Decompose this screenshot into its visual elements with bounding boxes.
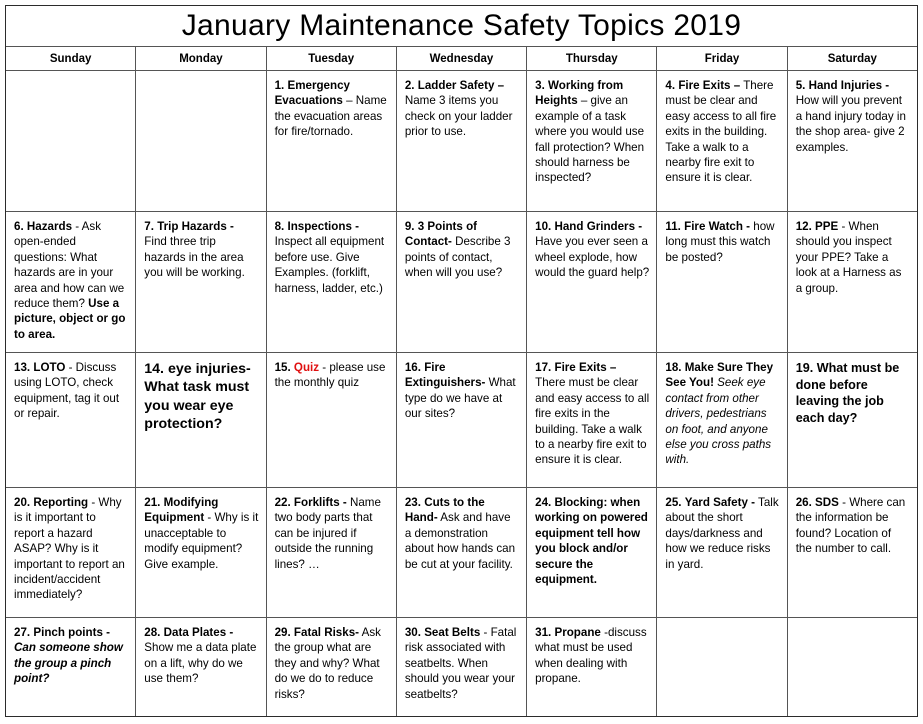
day-number: 9. [404,220,415,233]
day-topic-body: - please use the monthly quiz [274,361,386,390]
day-number: 22. [274,496,291,509]
day-topic-title: Ladder Safety – [417,79,505,92]
day-number: 17. [535,361,552,374]
day-topic-title: Hand Grinders - [554,220,643,233]
day-topic-title: Trip Hazards - [157,220,234,233]
calendar-weeks [6,71,917,716]
weekday-header-row [6,47,917,71]
week-row [6,353,917,488]
day-number: 12. [795,220,812,233]
day-number: 15. [274,361,291,374]
day-topic-body: Name two body parts that can be injured if outside the running lines? … [274,496,381,571]
weekday-header-thursday: Thursday [527,47,657,70]
day-topic-title: Forklifts - [293,496,347,509]
day-cell[interactable] [6,618,136,716]
day-number: 24. [535,496,552,509]
day-cell[interactable] [136,488,266,617]
day-number: 14. [144,361,165,377]
week-row [6,618,917,716]
day-topic-body: How will you prevent a hand injury today in the shop area- give 2 examples. [795,94,906,154]
day-topic-title: Pinch points - [33,626,111,639]
day-number: 5. [795,79,806,92]
day-cell[interactable] [788,71,917,211]
calendar [5,5,918,717]
day-number: 18. [665,361,682,374]
day-topic-title: Fire Exits – [554,361,617,374]
day-topic-body: how long must this watch be posted? [665,220,775,264]
day-topic-body: There must be clear and easy access to all fire exits in the building. Take a walk to a nearby fire exit to ensure it is clear. [535,376,650,467]
day-topic-title: Hazards [26,220,73,233]
day-cell[interactable] [527,212,657,352]
day-topic-body: - Discuss using LOTO, check equipment, tag it out or repair. [14,361,120,421]
day-cell[interactable] [527,71,657,211]
day-topic-title: Emergency Evacuations [274,79,350,108]
day-topic-title: Modifying Equipment [144,496,219,525]
weekday-header-saturday: Saturday [827,52,877,65]
day-cell[interactable] [136,618,266,716]
day-topic-body: Find three trip hazards in the area you will be working. [144,235,245,280]
page-title: January Maintenance Safety Topics 2019 [181,9,742,42]
day-number: 31. [535,626,552,639]
day-number: 10. [535,220,552,233]
day-cell[interactable] [397,212,527,352]
day-number: 30. [404,626,421,639]
day-topic-title: Reporting [33,496,89,509]
day-topic-title: 3 Points of Contact- [404,220,478,249]
day-number: 11. [665,220,681,233]
day-topic-body: -discuss what must be used when dealing with propane. [535,626,647,686]
day-topic-body: Ask and have a demonstration about how hands can be cut at your facility. [404,511,516,571]
day-topic-title: SDS [815,496,839,509]
day-topic-title: Working from Heights [535,79,624,108]
day-number: 29. [274,626,291,639]
day-topic-body: Show me a data plate on a lift, why do we use them? [144,641,257,686]
week-row [6,212,917,353]
day-cell[interactable] [267,618,397,716]
day-topic-title: PPE [815,220,839,233]
day-cell[interactable] [6,212,136,352]
day-number: 27. [14,626,31,639]
day-cell[interactable] [527,488,657,617]
day-number: 6. [14,220,24,233]
day-topic-title: Make Sure They See You! [665,361,774,390]
day-cell[interactable] [657,353,787,487]
day-number: 7. [144,220,154,233]
day-topic-body: - When should you inspect your PPE? Take a look at a Harness as a group. [795,220,902,295]
day-number: 13. [14,361,31,374]
day-number: 8. [274,220,285,233]
day-number: 20. [14,496,31,509]
day-topic-title: Data Plates - [163,626,234,639]
day-cell[interactable] [657,488,787,617]
day-cell[interactable] [788,488,917,617]
day-topic-body: Ask the group what are they and why? What do we do to reduce risks? [274,626,381,701]
day-topic-title: Seat Belts [424,626,481,639]
day-topic-body: Have you ever seen a wheel explode, how would the guard help? [535,235,650,280]
day-number: 4. [665,79,676,92]
day-topic-title: Fire Exits – [678,79,741,92]
day-topic-body: - Fatal risk associated with seatbelts. When should you wear your seatbelts? [404,626,517,701]
week-row [6,71,917,212]
day-topic-emphasis: Use a picture, object or go to area. [14,297,126,341]
day-number: 23. [404,496,421,509]
day-topic-title: Inspections - [287,220,359,233]
day-topic-body: - Ask open-ended questions: What hazards are in your area and how can we reduce them? [14,220,125,311]
day-cell[interactable] [657,71,787,211]
day-topic-body: - Why is it unacceptable to modify equipment? Give example. [144,511,259,571]
day-number: 19. [795,361,814,375]
day-topic-title: Cuts to the Hand- [404,496,485,525]
day-number: 3. [535,79,545,92]
day-topic-title: Fire Extinguishers- [404,361,486,390]
day-cell[interactable] [527,353,657,487]
day-topic-body: Name 3 items you check on your ladder prior to use. [404,94,513,139]
day-cell[interactable] [6,353,136,487]
calendar-title-row [6,6,917,47]
day-cell[interactable] [267,353,397,487]
day-cell[interactable] [788,353,917,487]
weekday-header-wednesday: Wednesday [397,47,527,70]
day-cell-empty [136,71,266,211]
day-topic-body: Talk about the short days/darkness and how we reduce risks in yard. [665,496,779,571]
day-topic-title: Quiz [293,361,320,374]
day-topic-title: Yard Safety - [684,496,756,509]
day-topic-body: There must be clear and easy access to all fire exits in the building. Take a walk to a nearby fire exit to ensure it is clear. [665,79,777,185]
day-cell-empty [657,618,787,716]
day-topic-title: Propane [554,626,601,639]
day-topic-title: eye injuries- What task must you wear eye protection? [144,361,251,433]
day-number: 21. [144,496,161,509]
day-cell[interactable] [267,71,397,211]
day-cell[interactable] [136,212,266,352]
day-number: 26. [795,496,812,509]
day-cell[interactable] [397,488,527,617]
day-cell[interactable] [136,353,266,487]
day-topic-title: Fatal Risks- [293,626,360,639]
day-topic-body: – give an example of a task where you would use fall protection? When should harness be inspected? [535,94,645,185]
day-number: 1. [274,79,285,92]
day-cell[interactable] [397,71,527,211]
day-cell[interactable] [267,212,397,352]
weekday-header-sunday: Sunday [6,47,136,70]
day-topic-title: LOTO [33,361,66,374]
day-number: 2. [404,79,415,92]
day-topic-title: Blocking: when working on powered equipment tell how you block and/or secure the equipment. [535,496,648,587]
day-cell[interactable] [267,488,397,617]
day-cell[interactable] [788,212,917,352]
week-row [6,488,917,618]
day-number: 25. [665,496,682,509]
day-cell-empty [6,71,136,211]
day-topic-body: - Where can the information be found? Location of the number to call. [795,496,906,556]
day-cell[interactable] [657,212,787,352]
day-topic-body: - Why is it important to report a hazard ASAP? Why is it important to report an incident/accident immediately? [14,496,125,602]
day-topic-title: What must be done before leaving the job each day? [795,361,900,426]
day-number: 16. [404,361,421,374]
day-topic-body: Describe 3 points of contact, when will you use? [404,235,511,280]
day-topic-body: Inspect all equipment before use. Give Examples. (forklift, harness, ladder, etc.) [274,235,385,295]
day-cell[interactable] [397,618,527,716]
day-topic-body: – Name the evacuation areas for fire/tornado. [274,94,387,139]
weekday-header-monday: Monday [136,47,266,70]
day-topic-body: Can someone show the group a pinch point? [14,641,123,686]
day-topic-body: What type do we have at our sites? [404,376,516,421]
day-cell[interactable] [6,488,136,617]
day-cell[interactable] [527,618,657,716]
day-topic-title: Hand Injuries - [808,79,890,92]
day-number: 28. [144,626,161,639]
day-topic-body: Seek eye contact from other drivers, pedestrians on foot, and anyone else you cross paths with. [665,376,772,467]
day-cell[interactable] [397,353,527,487]
day-topic-title: Fire Watch - [684,220,751,233]
day-cell-empty [788,618,917,716]
weekday-header-friday: Friday [657,47,787,70]
weekday-header-tuesday: Tuesday [267,47,397,70]
